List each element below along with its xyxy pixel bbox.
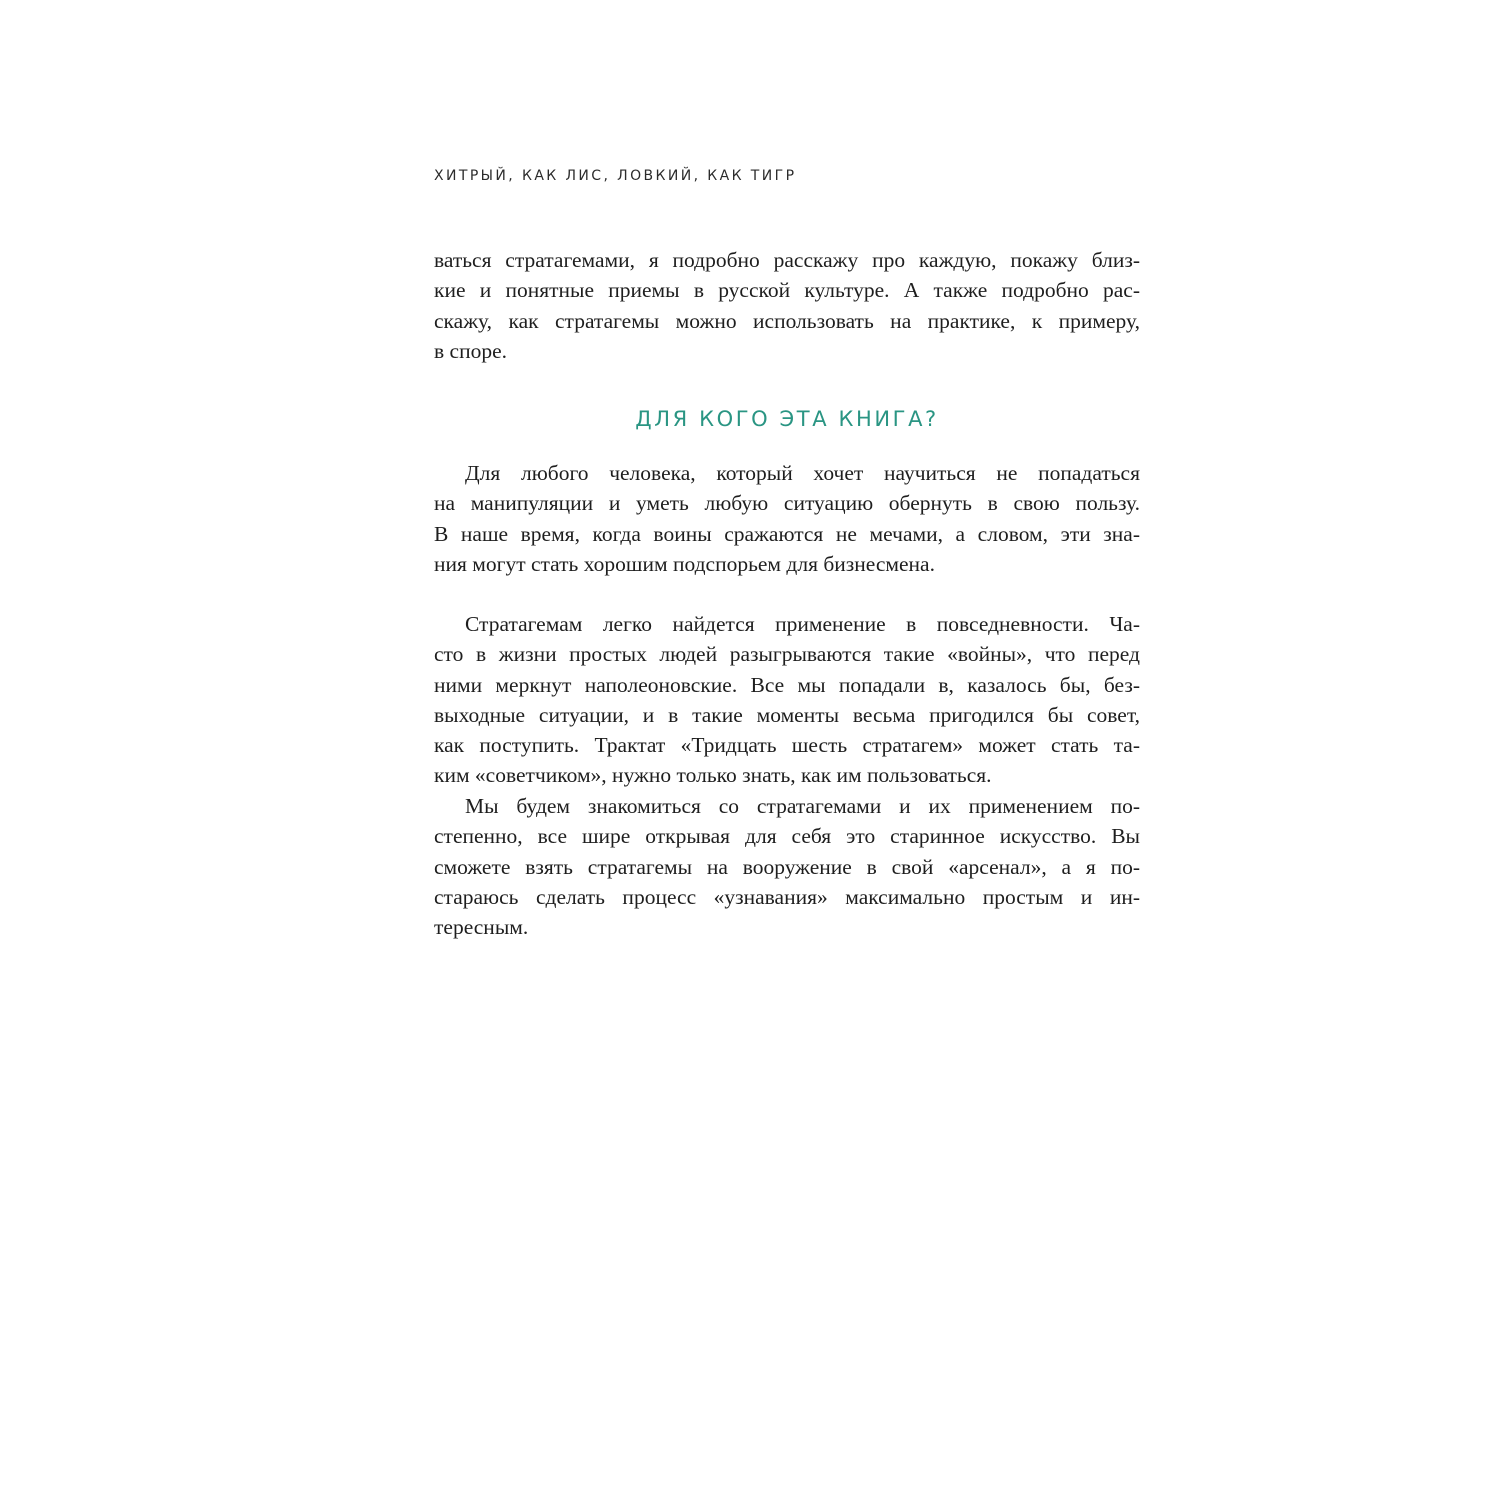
text-line: на манипуляции и уметь любую ситуацию обернуть в свою пользу. [434, 491, 1140, 516]
text-line: выходные ситуации, и в такие моменты весьма пригодился бы совет, [434, 702, 1140, 727]
text-line: сможете взять стратагемы на вооружение в свой «арсенал», а я по- [434, 854, 1140, 879]
section-heading: ДЛЯ КОГО ЭТА КНИГА? [635, 407, 939, 431]
paragraph-everyday [434, 609, 1140, 791]
intro-paragraph [434, 245, 1140, 366]
text-line: как поступить. Трактат «Тридцать шесть стратагем» может стать та- [434, 733, 1140, 758]
text-line: Стратагемам легко найдется применение в повседневности. Ча- [465, 612, 1140, 636]
text-line: Для любого человека, который хочет научиться не попадаться [465, 461, 1140, 485]
text-line: сто в жизни простых людей разыгрываются такие «войны», что перед [434, 642, 1140, 667]
text-line: В наше время, когда воины сражаются не мечами, а словом, эти зна- [434, 521, 1140, 546]
text-line: в споре. [434, 338, 507, 363]
paragraph-audience [434, 458, 1140, 579]
text-line: степенно, все шире открывая для себя это старинное искусство. Вы [434, 824, 1140, 849]
paragraph-learning [434, 791, 1140, 942]
text-line: тересным. [434, 915, 529, 940]
running-header: ХИТРЫЙ, КАК ЛИС, ЛОВКИЙ, КАК ТИГР [434, 168, 797, 184]
text-line: скажу, как стратагемы можно использовать на практике, к примеру, [434, 308, 1140, 333]
text-line: стараюсь сделать процесс «узнавания» максимально простым и ин- [434, 884, 1140, 909]
text-line: ваться стратагемами, я подробно расскажу про каждую, покажу близ- [434, 248, 1140, 272]
text-line: ким «советчиком», нужно только знать, как им пользоваться. [434, 763, 992, 788]
text-line: ния могут стать хорошим подспорьем для бизнесмена. [434, 551, 935, 576]
text-line: Мы будем знакомиться со стратагемами и их применением по- [465, 794, 1140, 818]
text-line: кие и понятные приемы в русской культуре. А также подробно рас- [434, 278, 1140, 303]
text-line: ними меркнут наполеоновские. Все мы попадали в, казалось бы, без- [434, 672, 1140, 697]
